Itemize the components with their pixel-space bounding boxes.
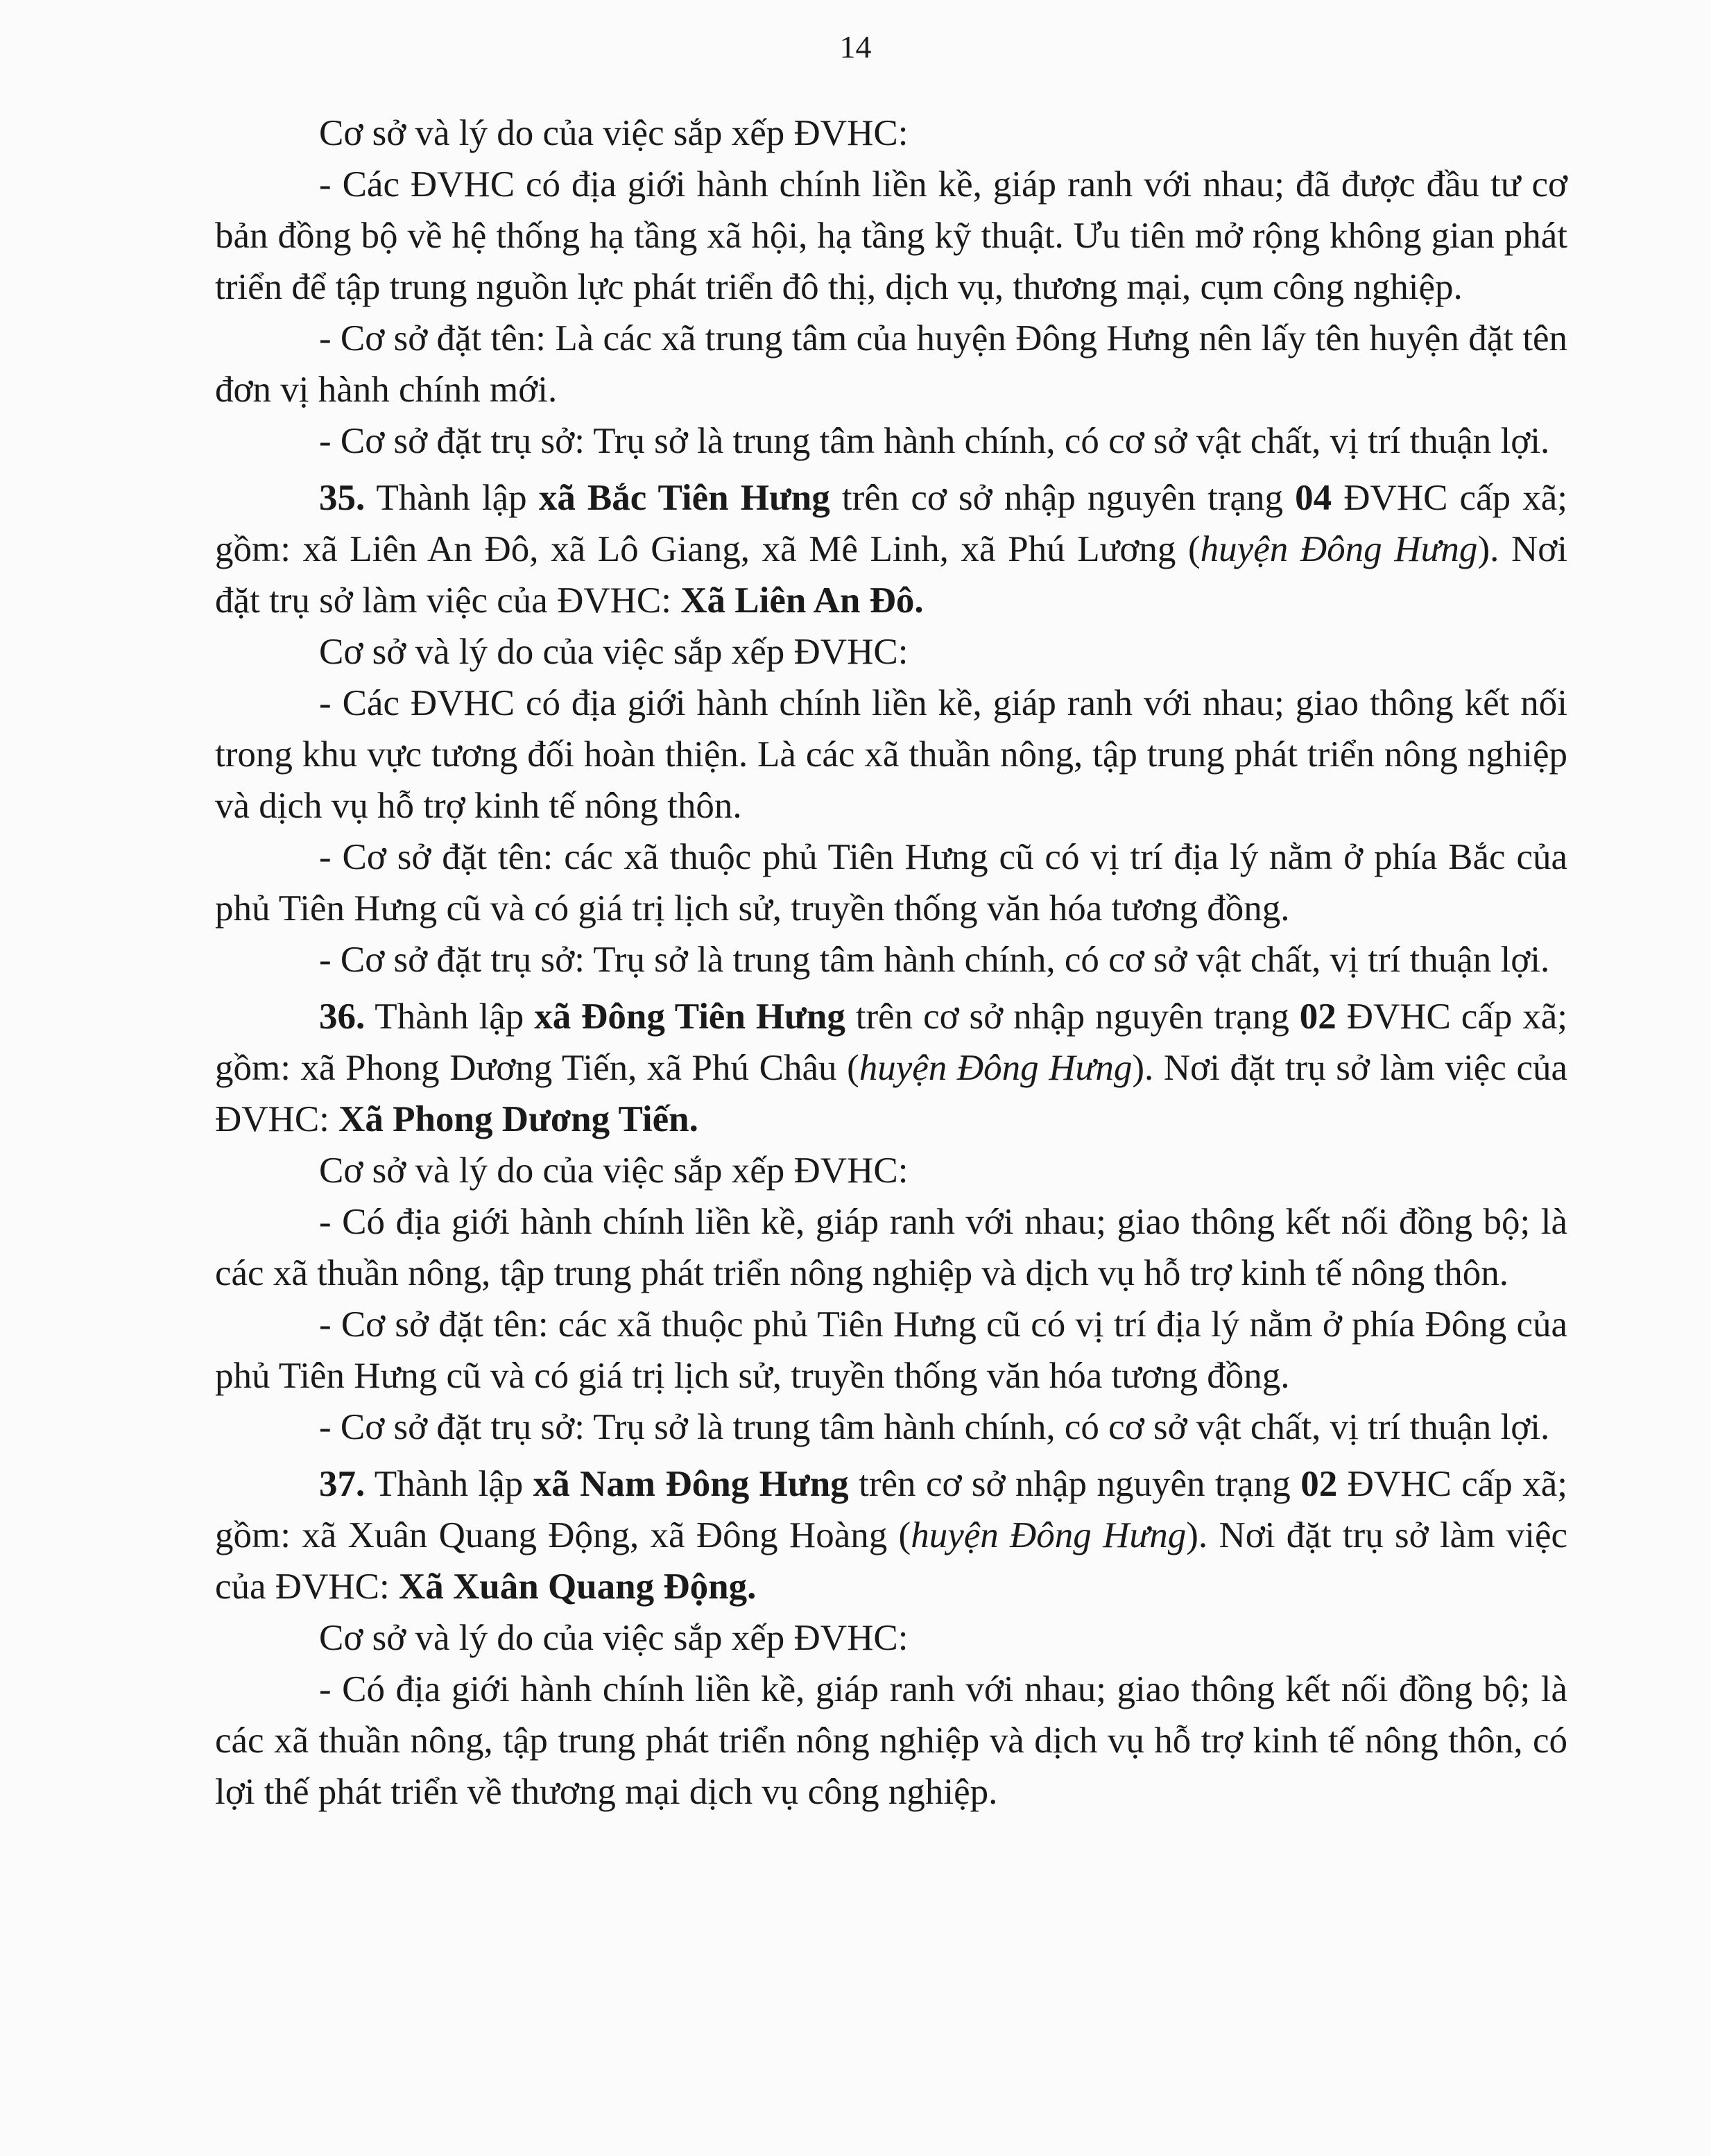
item-35-hq: - Cơ sở đặt trụ sở: Trụ sở là trung tâm hành chính, có cơ sở vật chất, vị trí thuận lợi. (319, 940, 1550, 980)
item-text: Thành lập (365, 997, 535, 1037)
district-name: huyện Đông Hưng (859, 1048, 1133, 1088)
item-text: ĐVHC cấp xã; gồm: xã Phong Dương Tiến, xã Phú Châu ( (215, 997, 1567, 1088)
item-text: ). Nơi đặt trụ sở làm việc của ĐVHC: (215, 529, 1567, 621)
unit-count: 02 (1299, 997, 1336, 1037)
unit-count: 02 (1300, 1464, 1338, 1504)
hq-name: Xã Xuân Quang Động. (398, 1567, 757, 1607)
item-36-heading (215, 991, 1567, 1145)
intro-naming: - Cơ sở đặt tên: Là các xã trung tâm của huyện Đông Hưng nên lấy tên huyện đặt tên đơn vị hành chính mới. (215, 318, 1567, 410)
item-text: trên cơ sở nhập nguyên trạng (848, 1464, 1301, 1504)
item-37-reason: - Có địa giới hành chính liền kề, giáp ranh với nhau; giao thông kết nối đồng bộ; là các xã thuần nông, tập trung phát triển nông nghiệp và dịch vụ hỗ trợ kinh tế nông thôn, có lợi thế phát triển về thương mại dịch vụ công nghiệp. (215, 1669, 1567, 1812)
hq-name: Xã Phong Dương Tiến. (338, 1099, 698, 1139)
document-body (215, 107, 1567, 1818)
item-35-reason-heading: Cơ sở và lý do của việc sắp xếp ĐVHC: (319, 632, 909, 672)
item-number: 36. (319, 997, 366, 1037)
item-text: trên cơ sở nhập nguyên trạng (829, 478, 1296, 518)
commune-name: xã Bắc Tiên Hưng (538, 478, 830, 518)
item-text: ). Nơi đặt trụ sở làm việc của ĐVHC: (215, 1515, 1567, 1607)
intro-reason-heading: Cơ sở và lý do của việc sắp xếp ĐVHC: (319, 113, 909, 153)
item-36-reason: - Có địa giới hành chính liền kề, giáp ranh với nhau; giao thông kết nối đồng bộ; là các xã thuần nông, tập trung phát triển nông nghiệp và dịch vụ hỗ trợ kinh tế nông thôn. (215, 1202, 1567, 1293)
district-name: huyện Đông Hưng (1200, 529, 1478, 569)
hq-name: Xã Liên An Đô. (680, 580, 924, 621)
page-number: 14 (839, 29, 872, 64)
item-37-reason-heading: Cơ sở và lý do của việc sắp xếp ĐVHC: (319, 1618, 909, 1658)
intro-hq: - Cơ sở đặt trụ sở: Trụ sở là trung tâm hành chính, có cơ sở vật chất, vị trí thuận lợi. (319, 421, 1550, 461)
item-35-naming: - Cơ sở đặt tên: các xã thuộc phủ Tiên Hưng cũ có vị trí địa lý nằm ở phía Bắc của phủ Tiên Hưng cũ và có giá trị lịch sử, truyền thống văn hóa tương đồng. (215, 837, 1567, 929)
commune-name: xã Đông Tiên Hưng (534, 997, 845, 1037)
item-text: trên cơ sở nhập nguyên trạng (845, 997, 1300, 1037)
intro-reason: - Các ĐVHC có địa giới hành chính liền kề, giáp ranh với nhau; đã được đầu tư cơ bản đồng bộ về hệ thống hạ tầng xã hội, hạ tầng kỹ thuật. Ưu tiên mở rộng không gian phát triển để tập trung nguồn lực phát triển đô thị, dịch vụ, thương mại, cụm công nghiệp. (215, 164, 1567, 307)
item-number: 37. (319, 1464, 366, 1504)
item-35-reason: - Các ĐVHC có địa giới hành chính liền kề, giáp ranh với nhau; giao thông kết nối trong khu vực tương đối hoàn thiện. Là các xã thuần nông, tập trung phát triển nông nghiệp và dịch vụ hỗ trợ kinh tế nông thôn. (215, 683, 1567, 826)
district-name: huyện Đông Hưng (911, 1515, 1187, 1555)
item-number: 35. (319, 478, 366, 518)
item-text: ). Nơi đặt trụ sở làm việc của ĐVHC: (215, 1048, 1567, 1139)
item-text: Thành lập (365, 478, 539, 518)
unit-count: 04 (1295, 478, 1332, 518)
item-text: ĐVHC cấp xã; gồm: xã Liên An Đô, xã Lô Giang, xã Mê Linh, xã Phú Lương ( (215, 478, 1567, 569)
commune-name: xã Nam Đông Hưng (533, 1464, 849, 1504)
item-36-reason-heading: Cơ sở và lý do của việc sắp xếp ĐVHC: (319, 1150, 909, 1191)
item-35-heading (215, 472, 1567, 626)
item-text: ĐVHC cấp xã; gồm: xã Xuân Quang Động, xã Đông Hoàng ( (215, 1464, 1567, 1555)
item-36-naming: - Cơ sở đặt tên: các xã thuộc phủ Tiên Hưng cũ có vị trí địa lý nằm ở phía Đông của phủ Tiên Hưng cũ và có giá trị lịch sử, truyền thống văn hóa tương đồng. (215, 1304, 1567, 1396)
item-37-heading (215, 1458, 1567, 1612)
item-text: Thành lập (365, 1464, 533, 1504)
item-36-hq: - Cơ sở đặt trụ sở: Trụ sở là trung tâm hành chính, có cơ sở vật chất, vị trí thuận lợi. (319, 1407, 1550, 1447)
